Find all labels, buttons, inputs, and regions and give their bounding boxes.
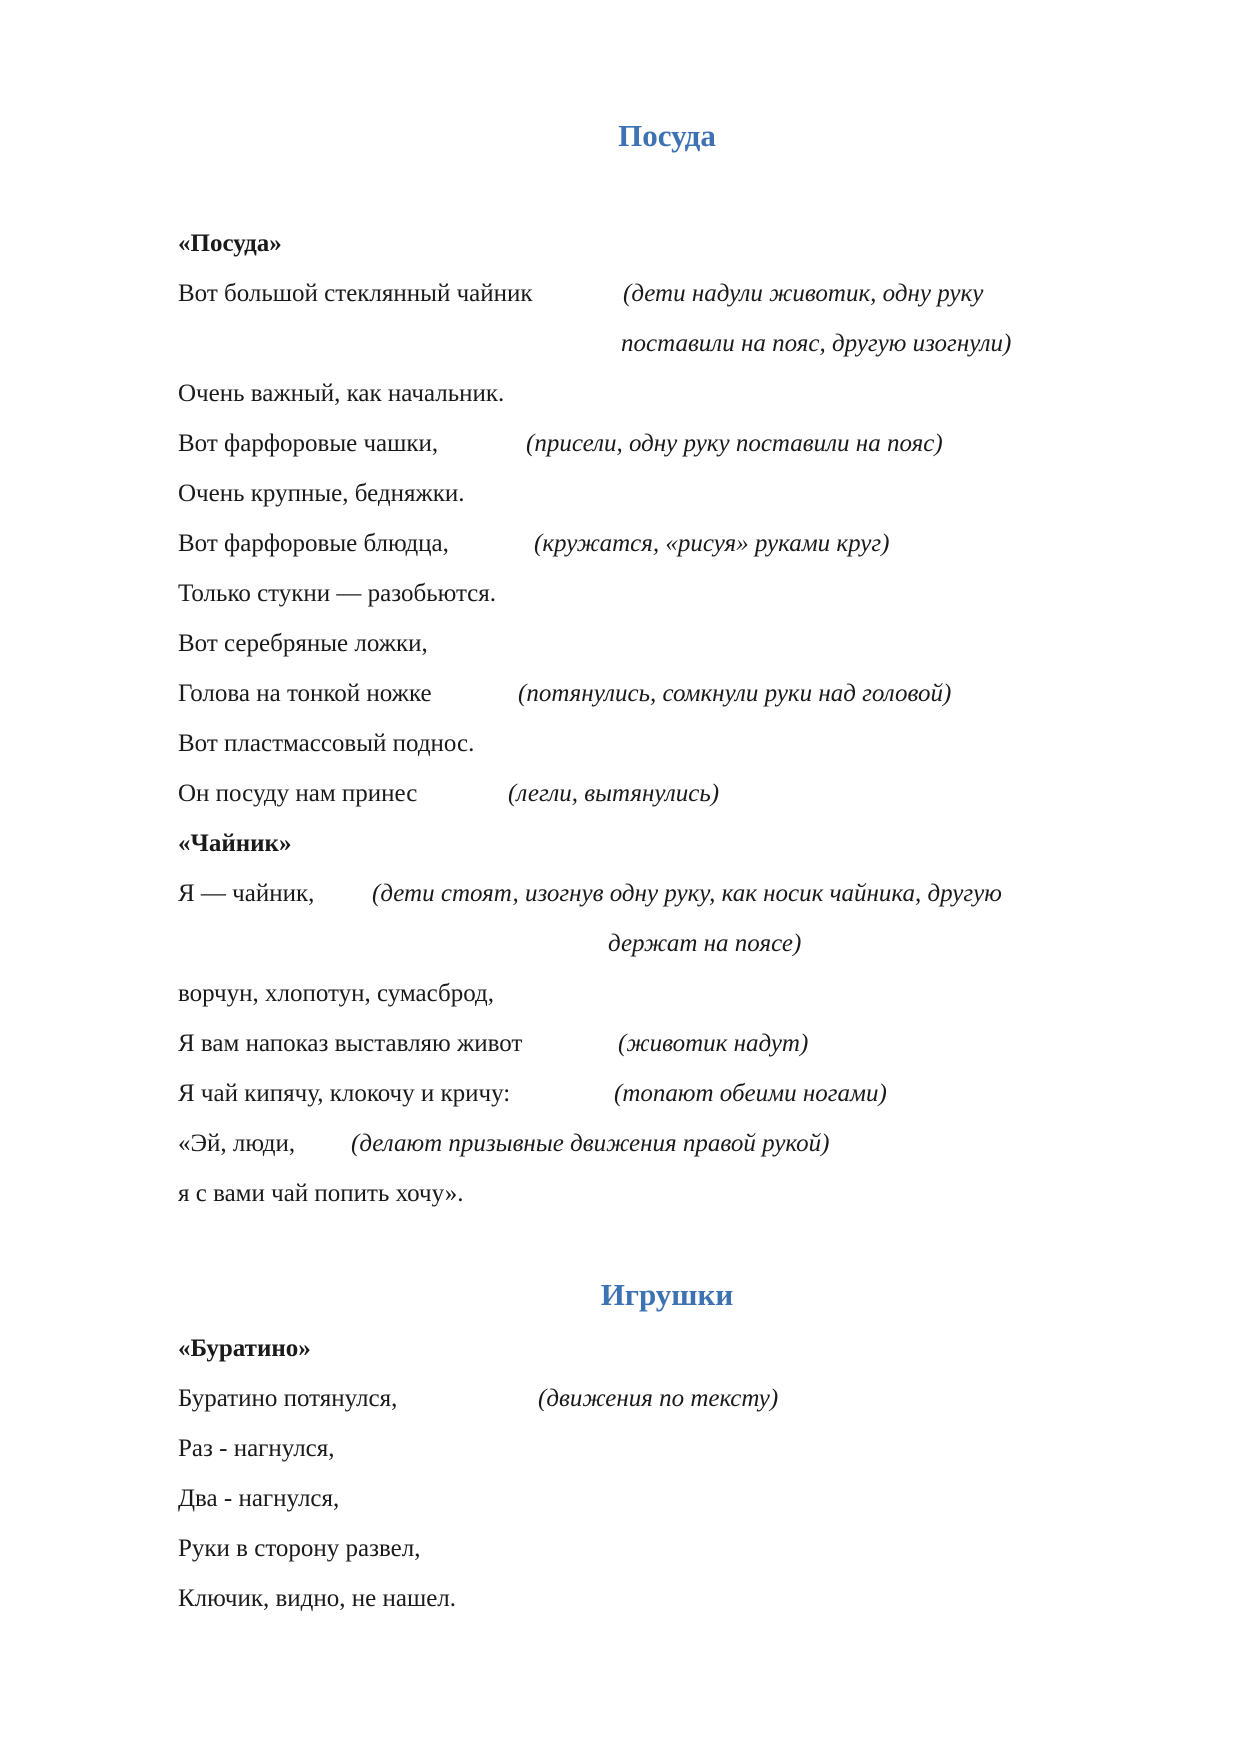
poem-line: Два - нагнулся, <box>178 1485 340 1512</box>
poem-title-buratino: «Буратино» <box>178 1335 311 1362</box>
stage-note: (делают призывные движения правой рукой) <box>351 1130 830 1157</box>
stage-note: (животик надут) <box>618 1030 809 1057</box>
poem-line: Он посуду нам принес <box>178 780 418 807</box>
stage-note: (легли, вытянулись) <box>508 780 720 807</box>
poem-line: Вот фарфоровые блюдца, <box>178 530 449 557</box>
poem-line: Очень важный, как начальник. <box>178 380 505 407</box>
stage-note: (дети стоят, изогнув одну руку, как носик чайника, другую <box>372 880 1002 907</box>
stage-note: (движения по тексту) <box>538 1385 779 1412</box>
stage-note: (присели, одну руку поставили на пояс) <box>526 430 943 457</box>
poem-line: Вот фарфоровые чашки, <box>178 430 439 457</box>
poem-line: Руки в сторону развел, <box>178 1535 421 1562</box>
poem-line: Буратино потянулся, <box>178 1385 398 1412</box>
poem-line: Я вам напоказ выставляю живот <box>178 1030 523 1057</box>
poem-line: я с вами чай попить хочу». <box>178 1180 464 1207</box>
section-title-igrushki: Игрушки <box>600 1277 734 1312</box>
poem-line: Вот большой стеклянный чайник <box>178 280 533 307</box>
poem-line: Ключик, видно, не нашел. <box>178 1585 457 1612</box>
section-title-posuda: Посуда <box>618 118 716 153</box>
stage-note: держат на поясе) <box>608 930 802 957</box>
poem-title-posuda: «Посуда» <box>178 230 282 257</box>
poem-line: Очень крупные, бедняжки. <box>178 480 465 507</box>
poem-line: Голова на тонкой ножке <box>178 680 432 707</box>
poem-line: Только стукни — разобьются. <box>178 580 497 607</box>
stage-note: (дети надули животик, одну руку <box>623 280 984 307</box>
stage-note: (потянулись, сомкнули руки над головой) <box>518 680 952 707</box>
poem-line: Я чай кипячу, клокочу и кричу: <box>178 1080 511 1107</box>
poem-line: ворчун, хлопотун, сумасброд, <box>178 980 495 1007</box>
poem-line: Вот пластмассовый поднос. <box>178 730 475 757</box>
poem-line: «Эй, люди, <box>178 1130 296 1157</box>
poem-title-chainik: «Чайник» <box>178 830 292 857</box>
poem-line: Я — чайник, <box>178 880 315 907</box>
stage-note: (топают обеими ногами) <box>614 1080 887 1107</box>
poem-line: Раз - нагнулся, <box>178 1435 335 1462</box>
stage-note: (кружатся, «рисуя» руками круг) <box>534 530 890 557</box>
stage-note: поставили на пояс, другую изогнули) <box>621 330 1012 357</box>
poem-line: Вот серебряные ложки, <box>178 630 428 657</box>
